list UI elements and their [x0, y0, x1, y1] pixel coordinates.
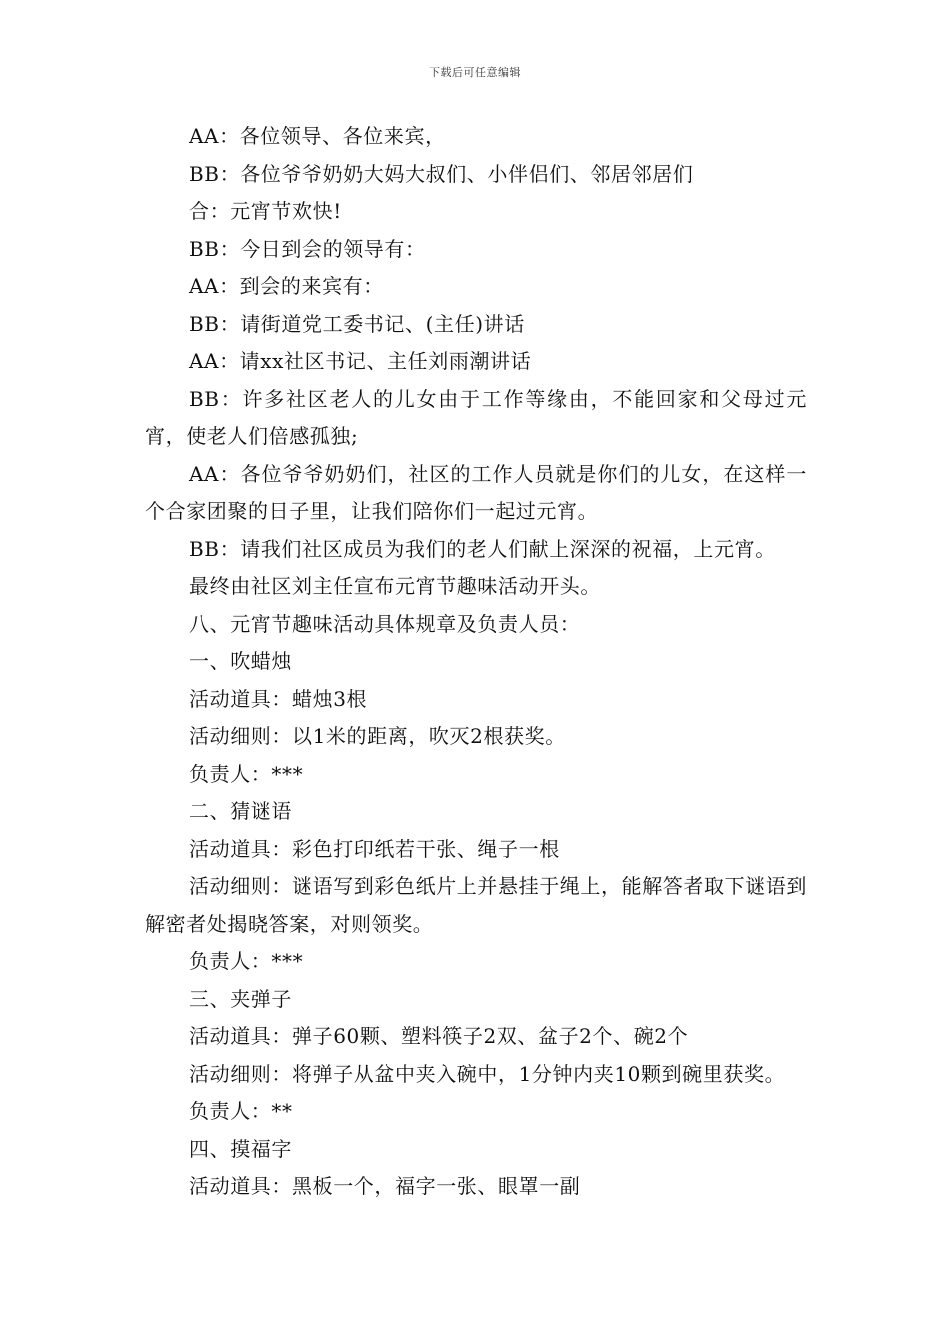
activity-rules: 活动细则：谜语写到彩色纸片上并悬挂于绳上，能解答者取下谜语到解密者处揭晓答案，对则领奖。 [145, 874, 807, 936]
paragraph: BB：请我们社区成员为我们的老人们献上深深的祝福，上元宵。 [189, 536, 776, 561]
paragraph: AA：请xx社区书记、主任刘雨潮讲话 [189, 349, 532, 373]
paragraph: 最终由社区刘主任宣布元宵节趣味活动开头。 [189, 574, 601, 598]
section-heading: 八、元宵节趣味活动具体规章及负责人员： [189, 611, 581, 636]
activity-props: 活动道具：彩色打印纸若干张、绳子一根 [189, 836, 560, 861]
paragraph: BB：各位爷爷奶奶大妈大叔们、小伴侣们、邻居邻居们 [189, 161, 694, 186]
activity-rules: 活动细则：将弹子从盆中夹入碗中，1分钟内夹10颗到碗里获奖。 [189, 1061, 786, 1086]
activity-props: 活动道具：黑板一个，福字一张、眼罩一副 [189, 1174, 581, 1198]
paragraph: AA：到会的来宾有： [189, 274, 384, 298]
activity-title: 三、夹弹子 [189, 986, 292, 1011]
paragraph: BB：请街道党工委书记、(主任)讲话 [189, 311, 525, 336]
paragraph: AA：各位领导、各位来宾， [189, 124, 446, 148]
paragraph: BB：许多社区老人的儿女由于工作等缘由，不能回家和父母过元宵，使老人们倍感孤独; [145, 386, 807, 448]
paragraph: 合：元宵节欢快! [189, 199, 342, 223]
document-body [145, 118, 807, 1206]
activity-props: 活动道具：蜡烛3根 [189, 686, 368, 711]
activity-props: 活动道具：弹子60颗、塑料筷子2双、盆子2个、碗2个 [189, 1024, 689, 1048]
activity-owner: 负责人：*** [189, 761, 304, 786]
paragraph: BB：今日到会的领导有： [189, 236, 426, 261]
activity-title: 四、摸福字 [189, 1136, 292, 1161]
activity-rules: 活动细则：以1米的距离，吹灭2根获奖。 [189, 724, 566, 748]
paragraph: AA：各位爷爷奶奶们，社区的工作人员就是你们的儿女，在这样一个合家团聚的日子里，让我们陪你们一起过元宵。 [145, 461, 807, 523]
activity-owner: 负责人：** [189, 1099, 293, 1123]
activity-title: 一、吹蜡烛 [189, 649, 292, 673]
activity-owner: 负责人：*** [189, 949, 304, 973]
activity-title: 二、猜谜语 [189, 799, 292, 823]
page-header-note: 下载后可任意编辑 [429, 66, 521, 79]
